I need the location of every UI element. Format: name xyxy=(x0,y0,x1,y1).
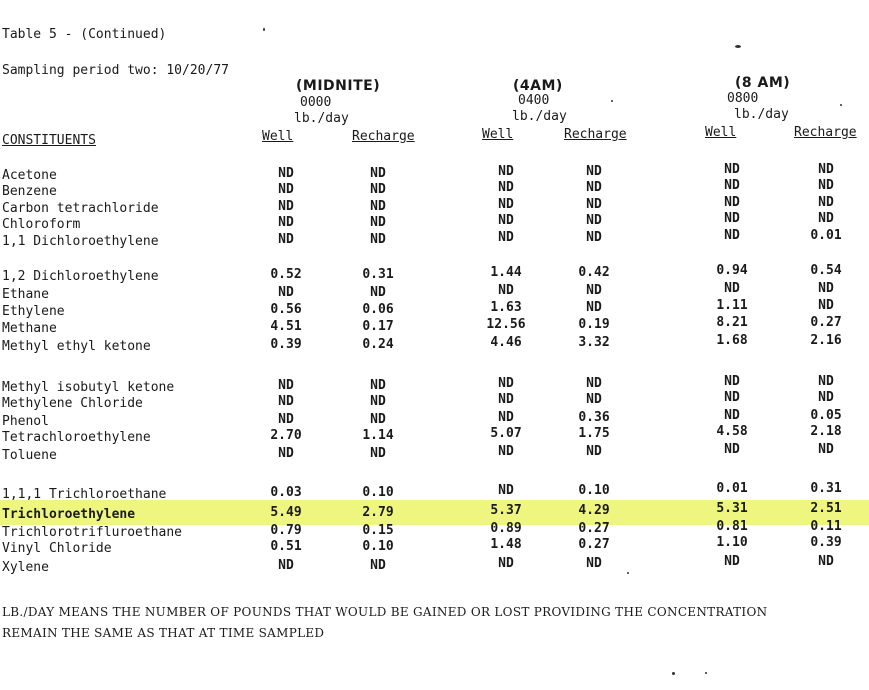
table-cell: 5.31 xyxy=(716,501,748,516)
scan-speck xyxy=(672,672,675,675)
table-cell: 0.54 xyxy=(810,263,842,278)
table-cell: ND xyxy=(724,390,740,405)
scan-speck xyxy=(611,100,613,102)
table-cell: 0.03 xyxy=(270,485,302,500)
table-cell: ND xyxy=(278,285,294,300)
col-well-0400: Well xyxy=(482,127,514,142)
constituent-name: Trichloroethylene xyxy=(2,507,136,522)
table-cell: ND xyxy=(498,197,514,212)
table-cell: ND xyxy=(724,162,740,177)
table-cell: ND xyxy=(278,166,294,181)
table-cell: ND xyxy=(586,376,602,391)
table-cell: ND xyxy=(724,442,740,457)
constituent-name: Methane xyxy=(2,321,57,336)
table-cell: 0.15 xyxy=(362,523,394,538)
table-cell: 0.89 xyxy=(490,521,522,536)
constituent-name: Methylene Chloride xyxy=(2,396,143,411)
table-cell: 2.70 xyxy=(270,428,302,443)
footnote-line2: REMAIN THE SAME AS THAT AT TIME SAMPLED xyxy=(2,626,325,640)
constituent-name: Methyl ethyl ketone xyxy=(2,339,151,354)
table-cell: 1.10 xyxy=(716,535,748,550)
table-cell: ND xyxy=(498,483,514,498)
units-0000: lb./day xyxy=(294,111,349,126)
table-title: Table 5 - (Continued) xyxy=(2,27,167,42)
table-cell: ND xyxy=(586,213,602,228)
constituent-name: Toluene xyxy=(2,448,57,463)
table-cell: 0.19 xyxy=(578,317,610,332)
table-cell: 0.24 xyxy=(362,337,394,352)
table-cell: 0.52 xyxy=(270,267,302,282)
table-cell: 1.44 xyxy=(490,265,522,280)
handwritten-8am: (8 AM) xyxy=(735,75,791,91)
table-cell: ND xyxy=(724,178,740,193)
table-cell: ND xyxy=(818,178,834,193)
table-cell: 0.27 xyxy=(810,315,842,330)
col-well-0000: Well xyxy=(262,129,294,144)
constituent-name: Trichlorotrifluroethane xyxy=(2,525,183,540)
table-cell: ND xyxy=(818,442,834,457)
units-0400: lb./day xyxy=(512,109,567,124)
table-cell: ND xyxy=(370,232,386,247)
table-cell: ND xyxy=(498,213,514,228)
table-cell: 2.79 xyxy=(362,505,394,520)
table-cell: 0.39 xyxy=(810,535,842,550)
table-cell: 1.48 xyxy=(490,537,522,552)
table-cell: 0.56 xyxy=(270,302,302,317)
table-cell: 1.11 xyxy=(716,298,748,313)
constituent-name: Ethane xyxy=(2,287,49,302)
table-cell: 4.51 xyxy=(270,319,302,334)
constituent-name: Phenol xyxy=(2,414,49,429)
col-well-0800: Well xyxy=(705,125,737,140)
table-cell: 0.36 xyxy=(578,410,610,425)
table-cell: 2.18 xyxy=(810,424,842,439)
footnote-line1: LB./DAY MEANS THE NUMBER OF POUNDS THAT WOULD BE GAINED OR LOST PROVIDING THE CONCENTRATION xyxy=(2,605,768,619)
constituent-name: Methyl isobutyl ketone xyxy=(2,380,175,395)
table-cell: 0.31 xyxy=(810,481,842,496)
table-cell: 5.49 xyxy=(270,505,302,520)
table-cell: 0.27 xyxy=(578,521,610,536)
table-cell: ND xyxy=(498,444,514,459)
table-cell: 4.29 xyxy=(578,503,610,518)
table-cell: ND xyxy=(818,374,834,389)
table-cell: ND xyxy=(498,283,514,298)
constituent-name: Xylene xyxy=(2,560,49,575)
table-cell: 1.63 xyxy=(490,300,522,315)
time-0800: 0800 xyxy=(727,91,759,106)
table-cell: ND xyxy=(278,232,294,247)
time-0000: 0000 xyxy=(300,95,332,110)
scan-speck xyxy=(840,104,842,106)
constituent-name: Carbon tetrachloride xyxy=(2,201,159,216)
scan-speck xyxy=(263,28,265,31)
table-cell: ND xyxy=(498,556,514,571)
table-cell: ND xyxy=(724,195,740,210)
table-cell: ND xyxy=(370,199,386,214)
table-cell: 0.10 xyxy=(362,485,394,500)
table-cell: 0.10 xyxy=(578,483,610,498)
table-cell: ND xyxy=(586,283,602,298)
table-cell: ND xyxy=(586,392,602,407)
table-cell: ND xyxy=(370,412,386,427)
table-cell: 3.32 xyxy=(578,335,610,350)
table-cell: 2.16 xyxy=(810,333,842,348)
table-cell: ND xyxy=(370,446,386,461)
table-cell: 8.21 xyxy=(716,315,748,330)
table-cell: ND xyxy=(818,298,834,313)
table-cell: ND xyxy=(586,300,602,315)
table-cell: ND xyxy=(370,285,386,300)
table-cell: ND xyxy=(278,412,294,427)
table-cell: 0.06 xyxy=(362,302,394,317)
table-cell: ND xyxy=(724,228,740,243)
units-0800: lb./day xyxy=(734,107,789,122)
constituent-name: Vinyl Chloride xyxy=(2,541,112,556)
table-cell: 0.39 xyxy=(270,337,302,352)
table-cell: 0.10 xyxy=(362,539,394,554)
table-cell: ND xyxy=(278,199,294,214)
table-cell: ND xyxy=(370,166,386,181)
table-cell: ND xyxy=(818,281,834,296)
constituent-name: Acetone xyxy=(2,168,57,183)
constituent-name: Chloroform xyxy=(2,217,81,232)
table-cell: ND xyxy=(724,374,740,389)
col-recharge-0800: Recharge xyxy=(794,125,857,140)
table-cell: ND xyxy=(370,378,386,393)
table-cell: 1.75 xyxy=(578,426,610,441)
table-cell: 0.81 xyxy=(716,519,748,534)
table-cell: 0.05 xyxy=(810,408,842,423)
table-cell: ND xyxy=(278,446,294,461)
table-cell: ND xyxy=(370,182,386,197)
table-cell: 0.31 xyxy=(362,267,394,282)
table-cell: ND xyxy=(278,378,294,393)
constituent-name: 1,1 Dichloroethylene xyxy=(2,234,159,249)
table-cell: 1.14 xyxy=(362,428,394,443)
table-cell: 0.27 xyxy=(578,537,610,552)
table-cell: ND xyxy=(586,197,602,212)
constituent-name: 1,1,1 Trichloroethane xyxy=(2,487,167,502)
table-cell: 12.56 xyxy=(486,317,526,332)
table-cell: 0.17 xyxy=(362,319,394,334)
table-cell: ND xyxy=(818,211,834,226)
scan-speck xyxy=(627,572,629,574)
table-cell: ND xyxy=(724,281,740,296)
table-cell: 0.94 xyxy=(716,263,748,278)
table-cell: 1.68 xyxy=(716,333,748,348)
table-cell: ND xyxy=(498,376,514,391)
handwritten-midnite: (MIDNITE) xyxy=(296,78,381,94)
table-cell: ND xyxy=(370,394,386,409)
table-cell: ND xyxy=(818,554,834,569)
table-cell: 5.07 xyxy=(490,426,522,441)
table-cell: ND xyxy=(278,182,294,197)
col-recharge-0400: Recharge xyxy=(564,127,627,142)
table-cell: 0.11 xyxy=(810,519,842,534)
table-cell: ND xyxy=(278,215,294,230)
table-cell: ND xyxy=(724,408,740,423)
table-cell: ND xyxy=(370,558,386,573)
table-cell: ND xyxy=(498,180,514,195)
table-cell: ND xyxy=(586,164,602,179)
table-cell: 4.46 xyxy=(490,335,522,350)
constituent-name: Tetrachloroethylene xyxy=(2,430,151,445)
constituent-name: 1,2 Dichloroethylene xyxy=(2,269,159,284)
handwritten-4am: (4AM) xyxy=(513,78,563,94)
table-cell: ND xyxy=(278,394,294,409)
scan-speck xyxy=(735,45,741,48)
table-cell: ND xyxy=(818,162,834,177)
table-cell: 2.51 xyxy=(810,501,842,516)
table-cell: ND xyxy=(818,390,834,405)
table-cell: ND xyxy=(586,556,602,571)
table-cell: 0.42 xyxy=(578,265,610,280)
table-cell: 0.51 xyxy=(270,539,302,554)
table-cell: 0.01 xyxy=(716,481,748,496)
table-cell: ND xyxy=(724,211,740,226)
constituent-name: Benzene xyxy=(2,184,57,199)
table-cell: 4.58 xyxy=(716,424,748,439)
table-cell: 0.01 xyxy=(810,228,842,243)
table-cell: ND xyxy=(498,410,514,425)
constituent-name: Ethylene xyxy=(2,304,65,319)
sampling-period: Sampling period two: 10/20/77 xyxy=(2,63,229,78)
table-cell: ND xyxy=(278,558,294,573)
table-cell: ND xyxy=(818,195,834,210)
table-cell: ND xyxy=(370,215,386,230)
table-cell: ND xyxy=(586,444,602,459)
col-recharge-0000: Recharge xyxy=(352,129,415,144)
constituents-header: CONSTITUENTS xyxy=(2,133,96,148)
table-cell: ND xyxy=(498,392,514,407)
table-cell: ND xyxy=(724,554,740,569)
table-cell: 5.37 xyxy=(490,503,522,518)
table-cell: ND xyxy=(586,230,602,245)
table-cell: ND xyxy=(586,180,602,195)
time-0400: 0400 xyxy=(518,93,550,108)
table-cell: ND xyxy=(498,230,514,245)
scan-speck xyxy=(705,672,707,674)
table-cell: ND xyxy=(498,164,514,179)
table-cell: 0.79 xyxy=(270,523,302,538)
